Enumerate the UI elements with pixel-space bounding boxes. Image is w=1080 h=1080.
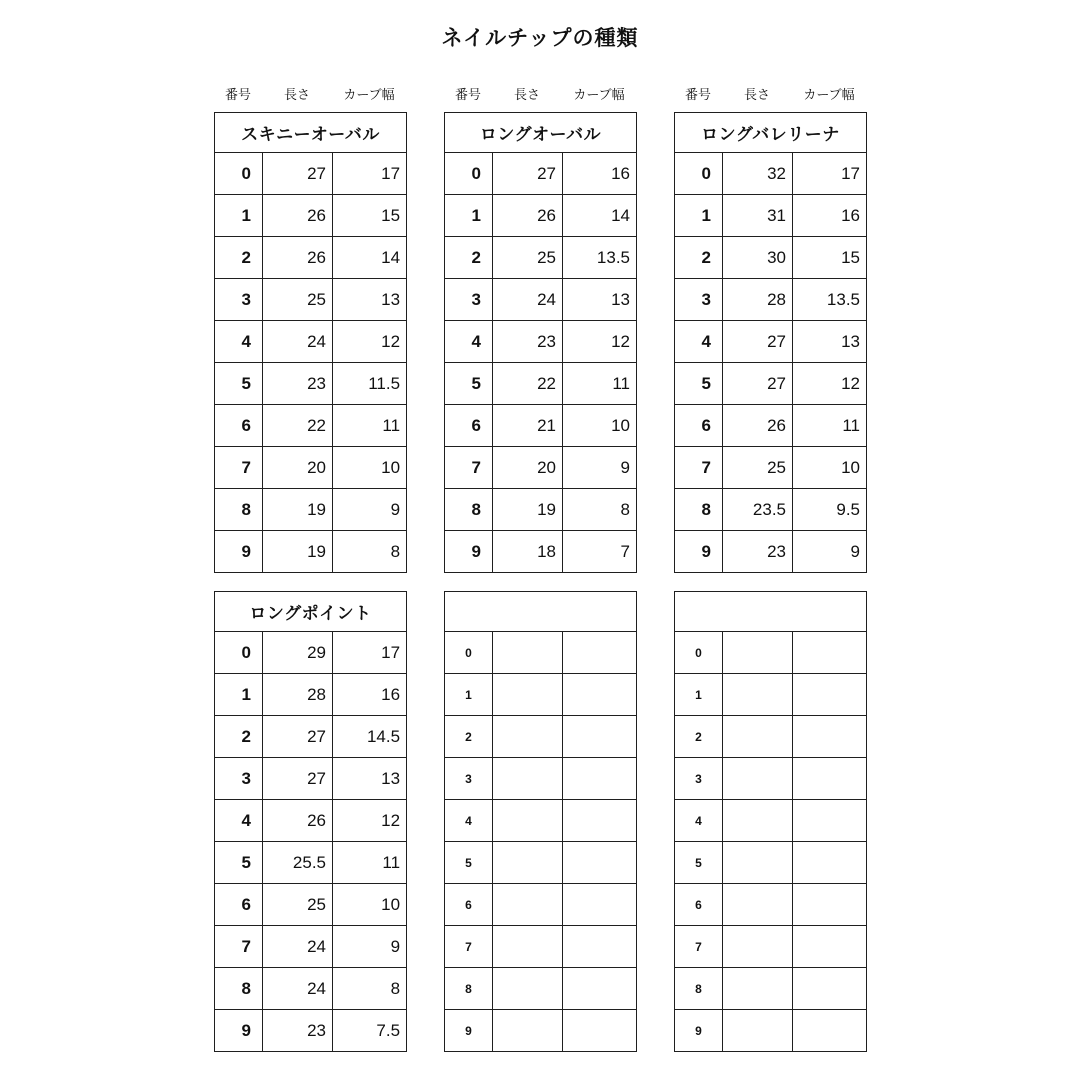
- table-row: [445, 674, 637, 716]
- cell-curve: [793, 1010, 867, 1052]
- column-label-curve: カーブ幅: [573, 87, 625, 102]
- cell-curve: 13.5: [793, 279, 867, 321]
- cell-curve: 10: [563, 405, 637, 447]
- cell-number: 6: [445, 405, 493, 447]
- table-block-skinny-oval: [214, 85, 406, 573]
- cell-number: 0: [215, 632, 263, 674]
- cell-curve: 13: [563, 279, 637, 321]
- cell-curve: [563, 884, 637, 926]
- table-row: [675, 321, 867, 363]
- cell-curve: [563, 968, 637, 1010]
- table-row: [215, 237, 407, 279]
- cell-number: 2: [215, 716, 263, 758]
- table-row: [215, 447, 407, 489]
- cell-curve: [793, 884, 867, 926]
- cell-number: 3: [215, 279, 263, 321]
- cell-curve: [793, 926, 867, 968]
- cell-curve: [793, 758, 867, 800]
- cell-number: 1: [445, 674, 493, 716]
- cell-number: 8: [215, 489, 263, 531]
- cell-length: [493, 1010, 563, 1052]
- nail-size-table-long-oval: [444, 112, 637, 573]
- table-row: [675, 842, 867, 884]
- cell-curve: 9: [333, 926, 407, 968]
- cell-length: [723, 758, 793, 800]
- cell-number: 4: [675, 800, 723, 842]
- cell-length: 19: [263, 489, 333, 531]
- cell-number: 5: [445, 363, 493, 405]
- table-row: [675, 1010, 867, 1052]
- cell-number: 0: [675, 632, 723, 674]
- cell-number: 2: [675, 716, 723, 758]
- cell-curve: 13.5: [563, 237, 637, 279]
- table-row: [675, 674, 867, 716]
- cell-length: [493, 968, 563, 1010]
- cell-curve: 9.5: [793, 489, 867, 531]
- cell-number: 9: [445, 1010, 493, 1052]
- cell-length: [493, 884, 563, 926]
- table-row: [215, 842, 407, 884]
- cell-curve: 16: [333, 674, 407, 716]
- cell-length: [723, 884, 793, 926]
- table-row: [445, 926, 637, 968]
- cell-curve: [563, 800, 637, 842]
- cell-curve: 17: [793, 153, 867, 195]
- nail-size-table-long-ballerina: [674, 112, 867, 573]
- cell-number: 4: [445, 800, 493, 842]
- table-block-long-ballerina: [674, 85, 866, 573]
- cell-length: [723, 674, 793, 716]
- table-row: [215, 1010, 407, 1052]
- cell-length: 25: [263, 279, 333, 321]
- nail-size-table-blank-2: [674, 591, 867, 1052]
- cell-number: 5: [445, 842, 493, 884]
- cell-curve: 17: [333, 153, 407, 195]
- table-row: [675, 489, 867, 531]
- cell-curve: 11: [793, 405, 867, 447]
- table-row: [675, 926, 867, 968]
- cell-curve: 11: [333, 405, 407, 447]
- column-labels: [214, 85, 406, 104]
- cell-length: [723, 968, 793, 1010]
- table-row: [445, 800, 637, 842]
- cell-number: 9: [445, 531, 493, 573]
- column-label-length: 長さ: [743, 87, 770, 102]
- cell-curve: [563, 632, 637, 674]
- cell-length: 23: [493, 321, 563, 363]
- cell-number: 0: [445, 153, 493, 195]
- cell-curve: 15: [333, 195, 407, 237]
- table-title: スキニーオーバル: [215, 113, 407, 153]
- nail-size-table-long-point: [214, 591, 407, 1052]
- cell-number: 1: [215, 195, 263, 237]
- cell-curve: 13: [793, 321, 867, 363]
- table-row: [445, 237, 637, 279]
- table-row: [215, 632, 407, 674]
- table-row: [215, 674, 407, 716]
- cell-curve: 14: [333, 237, 407, 279]
- cell-length: 28: [263, 674, 333, 716]
- cell-number: 5: [675, 842, 723, 884]
- cell-length: [493, 926, 563, 968]
- cell-length: 23: [723, 531, 793, 573]
- table-row: [445, 279, 637, 321]
- cell-curve: 10: [333, 447, 407, 489]
- cell-number: 7: [445, 926, 493, 968]
- column-label-length: 長さ: [513, 87, 540, 102]
- cell-length: 24: [263, 321, 333, 363]
- cell-length: 20: [493, 447, 563, 489]
- table-row: [675, 153, 867, 195]
- cell-number: 7: [675, 447, 723, 489]
- table-row: [675, 800, 867, 842]
- table-row: [215, 405, 407, 447]
- cell-length: 26: [263, 195, 333, 237]
- cell-length: [493, 716, 563, 758]
- cell-length: 30: [723, 237, 793, 279]
- table-row: [445, 531, 637, 573]
- cell-length: 31: [723, 195, 793, 237]
- cell-length: 26: [263, 800, 333, 842]
- table-block-blank-2: [674, 591, 866, 1052]
- cell-number: 4: [675, 321, 723, 363]
- cell-length: 20: [263, 447, 333, 489]
- cell-length: 19: [263, 531, 333, 573]
- cell-length: [723, 632, 793, 674]
- cell-curve: 11: [333, 842, 407, 884]
- cell-curve: 16: [563, 153, 637, 195]
- cell-number: 8: [445, 489, 493, 531]
- cell-number: 6: [215, 405, 263, 447]
- cell-length: 27: [263, 153, 333, 195]
- cell-curve: 9: [793, 531, 867, 573]
- table-row: [675, 758, 867, 800]
- table-row: [215, 884, 407, 926]
- cell-length: 27: [263, 758, 333, 800]
- cell-length: [493, 800, 563, 842]
- nail-size-table-blank-1: [444, 591, 637, 1052]
- cell-curve: 12: [333, 800, 407, 842]
- cell-curve: [563, 926, 637, 968]
- cell-number: 9: [675, 531, 723, 573]
- cell-number: 9: [215, 1010, 263, 1052]
- cell-number: 1: [215, 674, 263, 716]
- cell-curve: 10: [793, 447, 867, 489]
- cell-length: [723, 716, 793, 758]
- cell-number: 1: [675, 195, 723, 237]
- column-label-number: 番号: [454, 87, 481, 102]
- table-row: [445, 842, 637, 884]
- table-row: [215, 195, 407, 237]
- cell-number: 8: [675, 968, 723, 1010]
- table-row: [445, 321, 637, 363]
- cell-number: 3: [445, 279, 493, 321]
- cell-curve: 12: [563, 321, 637, 363]
- table-title: [445, 592, 637, 632]
- table-row: [675, 195, 867, 237]
- table-row: [215, 279, 407, 321]
- page-title: ネイルチップの種類: [441, 27, 639, 50]
- table-row: [215, 489, 407, 531]
- cell-curve: 8: [563, 489, 637, 531]
- cell-length: 18: [493, 531, 563, 573]
- cell-number: 3: [675, 758, 723, 800]
- table-row: [445, 758, 637, 800]
- table-row: [215, 926, 407, 968]
- cell-number: 6: [445, 884, 493, 926]
- cell-number: 3: [445, 758, 493, 800]
- table-row: [675, 405, 867, 447]
- cell-length: [493, 842, 563, 884]
- column-labels: [674, 85, 866, 104]
- cell-number: 6: [675, 884, 723, 926]
- table-title: ロングオーバル: [445, 113, 637, 153]
- cell-number: 5: [215, 363, 263, 405]
- table-row: [675, 632, 867, 674]
- table-row: [215, 800, 407, 842]
- cell-curve: 17: [333, 632, 407, 674]
- cell-length: [493, 758, 563, 800]
- cell-length: 27: [723, 321, 793, 363]
- cell-curve: [563, 758, 637, 800]
- table-row: [445, 968, 637, 1010]
- table-row: [215, 758, 407, 800]
- cell-number: 2: [675, 237, 723, 279]
- table-row: [215, 968, 407, 1010]
- cell-number: 5: [675, 363, 723, 405]
- cell-curve: 9: [563, 447, 637, 489]
- cell-curve: 13: [333, 279, 407, 321]
- cell-number: 4: [445, 321, 493, 363]
- cell-number: 3: [675, 279, 723, 321]
- table-row: [675, 968, 867, 1010]
- cell-curve: [793, 632, 867, 674]
- cell-curve: 12: [333, 321, 407, 363]
- cell-number: 1: [445, 195, 493, 237]
- cell-curve: 12: [793, 363, 867, 405]
- cell-curve: [563, 674, 637, 716]
- cell-length: 28: [723, 279, 793, 321]
- table-row: [445, 716, 637, 758]
- cell-number: 0: [445, 632, 493, 674]
- cell-number: 3: [215, 758, 263, 800]
- cell-curve: [793, 716, 867, 758]
- cell-length: 23: [263, 1010, 333, 1052]
- cell-length: 19: [493, 489, 563, 531]
- cell-number: 5: [215, 842, 263, 884]
- cell-length: [723, 1010, 793, 1052]
- cell-number: 6: [215, 884, 263, 926]
- cell-length: 23: [263, 363, 333, 405]
- nail-size-table-skinny-oval: [214, 112, 407, 573]
- cell-length: 22: [493, 363, 563, 405]
- cell-length: [723, 842, 793, 884]
- table-row: [215, 153, 407, 195]
- cell-curve: [563, 1010, 637, 1052]
- table-block-long-oval: [444, 85, 636, 573]
- cell-length: 26: [263, 237, 333, 279]
- table-block-long-point: [214, 591, 406, 1052]
- cell-number: 7: [215, 926, 263, 968]
- cell-curve: 14: [563, 195, 637, 237]
- cell-length: 22: [263, 405, 333, 447]
- cell-curve: 13: [333, 758, 407, 800]
- table-row: [675, 237, 867, 279]
- table-row: [215, 321, 407, 363]
- cell-curve: [793, 968, 867, 1010]
- cell-curve: 8: [333, 531, 407, 573]
- table-row: [445, 363, 637, 405]
- cell-length: 29: [263, 632, 333, 674]
- table-row: [445, 884, 637, 926]
- table-row: [445, 153, 637, 195]
- cell-length: 32: [723, 153, 793, 195]
- cell-number: 7: [675, 926, 723, 968]
- cell-curve: 11.5: [333, 363, 407, 405]
- cell-length: 25: [493, 237, 563, 279]
- table-row: [675, 884, 867, 926]
- column-label-length: 長さ: [283, 87, 310, 102]
- cell-length: [723, 800, 793, 842]
- tables-grid: [214, 85, 866, 1052]
- cell-length: 25: [723, 447, 793, 489]
- cell-curve: 14.5: [333, 716, 407, 758]
- column-label-number: 番号: [684, 87, 711, 102]
- column-labels: [444, 85, 636, 104]
- cell-length: 27: [263, 716, 333, 758]
- cell-curve: 9: [333, 489, 407, 531]
- cell-length: 24: [263, 926, 333, 968]
- cell-number: 7: [215, 447, 263, 489]
- cell-number: 2: [445, 716, 493, 758]
- cell-length: [723, 926, 793, 968]
- table-row: [445, 489, 637, 531]
- cell-number: 2: [445, 237, 493, 279]
- table-block-blank-1: [444, 591, 636, 1052]
- cell-number: 9: [675, 1010, 723, 1052]
- table-row: [675, 363, 867, 405]
- cell-number: 4: [215, 800, 263, 842]
- cell-curve: 11: [563, 363, 637, 405]
- cell-number: 1: [675, 674, 723, 716]
- cell-number: 0: [215, 153, 263, 195]
- cell-curve: 7: [563, 531, 637, 573]
- column-label-curve: カーブ幅: [343, 87, 395, 102]
- cell-length: 23.5: [723, 489, 793, 531]
- cell-curve: 8: [333, 968, 407, 1010]
- cell-number: 8: [675, 489, 723, 531]
- cell-number: 6: [675, 405, 723, 447]
- table-row: [445, 195, 637, 237]
- cell-length: 24: [493, 279, 563, 321]
- cell-length: 27: [723, 363, 793, 405]
- cell-number: 4: [215, 321, 263, 363]
- cell-length: 25.5: [263, 842, 333, 884]
- cell-length: 24: [263, 968, 333, 1010]
- cell-length: 27: [493, 153, 563, 195]
- table-row: [215, 531, 407, 573]
- table-title: ロングバレリーナ: [675, 113, 867, 153]
- table-row: [445, 632, 637, 674]
- column-label-number: 番号: [224, 87, 251, 102]
- cell-length: [493, 674, 563, 716]
- table-row: [445, 405, 637, 447]
- cell-curve: [793, 800, 867, 842]
- table-row: [215, 363, 407, 405]
- cell-length: 26: [723, 405, 793, 447]
- cell-length: 25: [263, 884, 333, 926]
- table-row: [675, 279, 867, 321]
- cell-number: 2: [215, 237, 263, 279]
- cell-curve: 15: [793, 237, 867, 279]
- column-label-curve: カーブ幅: [803, 87, 855, 102]
- cell-number: 0: [675, 153, 723, 195]
- table-row: [675, 447, 867, 489]
- cell-number: 8: [215, 968, 263, 1010]
- table-row: [675, 716, 867, 758]
- table-title: ロングポイント: [215, 592, 407, 632]
- table-row: [215, 716, 407, 758]
- cell-curve: 7.5: [333, 1010, 407, 1052]
- cell-length: 26: [493, 195, 563, 237]
- cell-curve: [793, 842, 867, 884]
- cell-curve: [793, 674, 867, 716]
- cell-curve: 16: [793, 195, 867, 237]
- cell-curve: [563, 716, 637, 758]
- table-row: [675, 531, 867, 573]
- cell-curve: [563, 842, 637, 884]
- cell-number: 7: [445, 447, 493, 489]
- table-title: [675, 592, 867, 632]
- cell-curve: 10: [333, 884, 407, 926]
- cell-length: 21: [493, 405, 563, 447]
- table-row: [445, 447, 637, 489]
- cell-number: 8: [445, 968, 493, 1010]
- table-row: [445, 1010, 637, 1052]
- cell-number: 9: [215, 531, 263, 573]
- cell-length: [493, 632, 563, 674]
